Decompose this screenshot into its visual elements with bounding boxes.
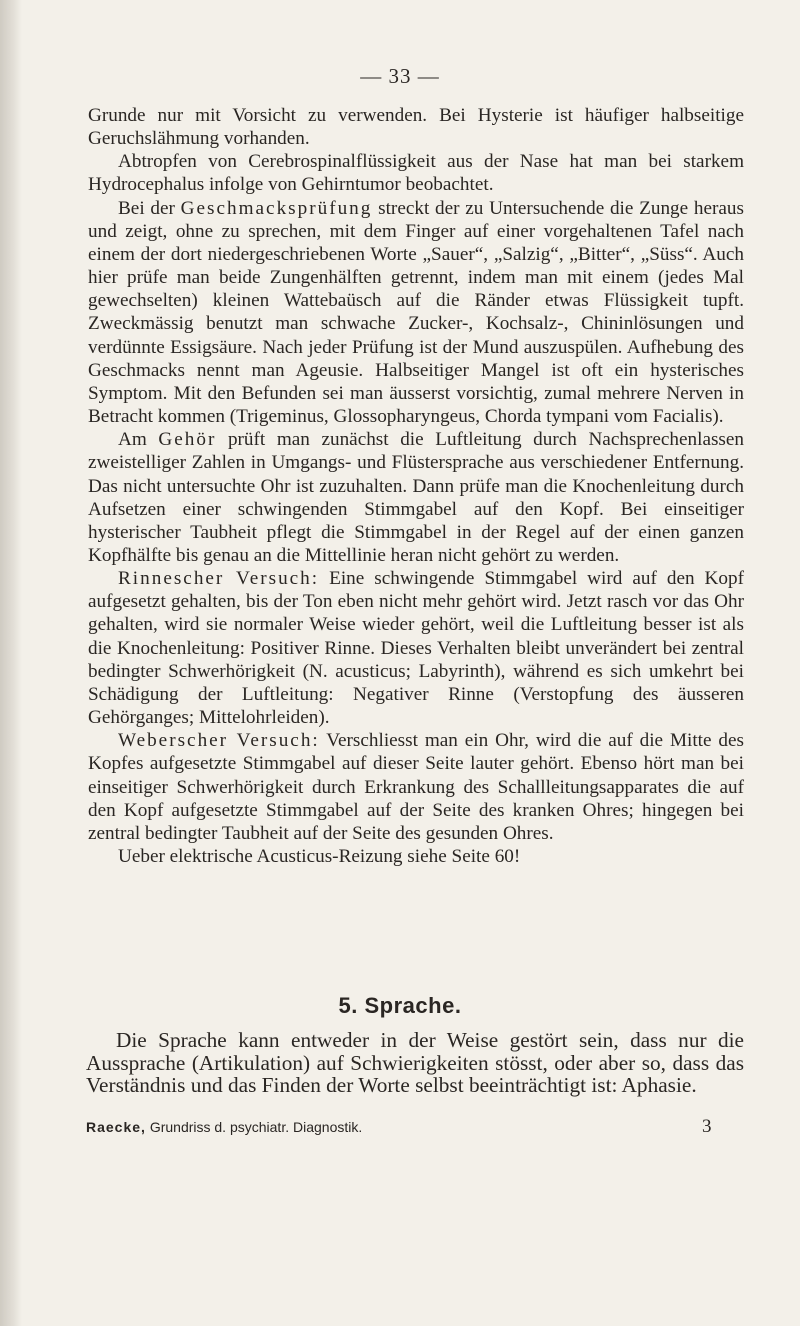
paragraph-weber (88, 729, 744, 845)
footer-author: Raecke, (86, 1119, 146, 1135)
term-geschmackspruefung: Geschmacksprüfung (180, 197, 373, 219)
paragraph-text: prüft man zunächst die Luftleitung durch Nachsprechenlassen zweistelliger Zahlen in Umgangs- und Flüstersprache aus verschiedener Entfernung. Das nicht untersuchte Ohr ist zuzuhalten. Dann prüfe man die Knochenleitung durch Aufsetzen einer schwingenden Stimmgabel auf den Kopf. Bei einseitiger hysterischer Taubheit pflegt die Stimmgabel in der Regel auf der einen ganzen Kopfhälfte bis genau an die Mittellinie heran nicht gehört zu werden. (88, 429, 745, 566)
page-number: — 33 — (360, 64, 440, 88)
term-rinne-versuch: Rinnescher Versuch: (118, 568, 320, 590)
paragraph-text: streckt der zu Untersuchende die Zunge heraus und zeigt, ohne zu sprechen, mit dem Finger auf einer vorgehaltenen Tafel nach einem der dort niedergeschriebenen Worte „Sauer“, „Salzig“, „Bitter“, „Süss“. Auch hier prüfe man beide Zungenhälften getrennt, indem man mit einem (jedes Mal gewechselten) kleinen Wattebaüsch auf die Ränder etwas Flüssigkeit tupft. Zweckmässig benutzt man schwache Zucker-, Kochsalz-, Chininlösungen und verdünnte Essigsäure. Nach jeder Prüfung ist der Mund auszuspülen. Aufhebung des Geschmacks nennt man Ageusie. Halbseitiger Mangel ist oft ein hysterisches Symptom. Mit den Befunden sei man äusserst vorsichtig, zumal mehrere Nerven in Betracht kommen (Trigeminus, Glossopharyngeus, Chorda tympani vom Facialis). (88, 197, 744, 428)
paragraph-rinne (88, 567, 744, 729)
binding-edge (0, 0, 22, 1326)
paragraph-geschmack (88, 197, 744, 429)
paragraph-text: Verschliesst man ein Ohr, wird die auf die Mitte des Kopfes aufgesetzte Stimmgabel auf dieser Seite lauter gehört. Ebenso hört man bei einseitiger Schwerhörigkeit durch Erkrankung des Schallleitungsapparates die auf den Kopf aufgesetzte Stimmgabel auf der Seite des kranken Ohres; hingegen bei zentral bedingter Taubheit auf der Seite des gesunden Ohres. (88, 730, 744, 844)
paragraph-geruch: Grunde nur mit Vorsicht zu verwenden. Bei Hysterie ist häufiger halbseitige Geruchslähmung vorhanden. (88, 105, 744, 150)
footer-source (86, 1119, 362, 1135)
body-text (88, 104, 744, 868)
paragraph-sprache: Die Sprache kann entweder in der Weise gestört sein, dass nur die Aussprache (Artikulation) auf Schwierigkeiten stösst, oder aber so, dass das Verständnis und das Finden der Worte selbst beeinträchtigt ist: Aphasie. (86, 1028, 744, 1098)
footer-title: Grundriss d. psychiatr. Diagnostik. (149, 1119, 363, 1135)
paragraph-acusticus-reizung: Ueber elektrische Acusticus-Reizung siehe Seite 60! (118, 846, 521, 867)
term-gehoer: Gehör (158, 429, 217, 451)
section-heading: 5. Sprache. (338, 993, 462, 1018)
paragraph-lead: Am (118, 429, 147, 451)
paragraph-liquor: Abtropfen von Cerebrospinalflüssigkeit aus der Nase hat man bei starkem Hydrocephalus infolge von Gehirntumor beobachtet. (88, 151, 744, 196)
signature-mark: 3 (702, 1116, 712, 1137)
paragraph-gehoer (88, 428, 744, 567)
paragraph-text: Eine schwingende Stimmgabel wird auf den Kopf aufgesetzt gehalten, bis der Ton eben nicht mehr gehört wird. Jetzt rasch vor das Ohr gehalten, wird sie normaler Weise wieder gehört, weil die Luftleitung besser ist als die Knochenleitung: Positiver Rinne. Dieses Verhalten bleibt unverändert bei zentral bedingter Schwerhörigkeit (N. acusticus; Labyrinth), während es sich umkehrt bei Schädigung der Luftleitung: Negativer Rinne (Verstopfung des äusseren Gehörganges; Mittelohrleiden). (88, 568, 744, 729)
paragraph-lead: Bei der (118, 197, 175, 219)
term-weber-versuch: Weberscher Versuch: (118, 730, 320, 752)
section-body (86, 1029, 744, 1097)
